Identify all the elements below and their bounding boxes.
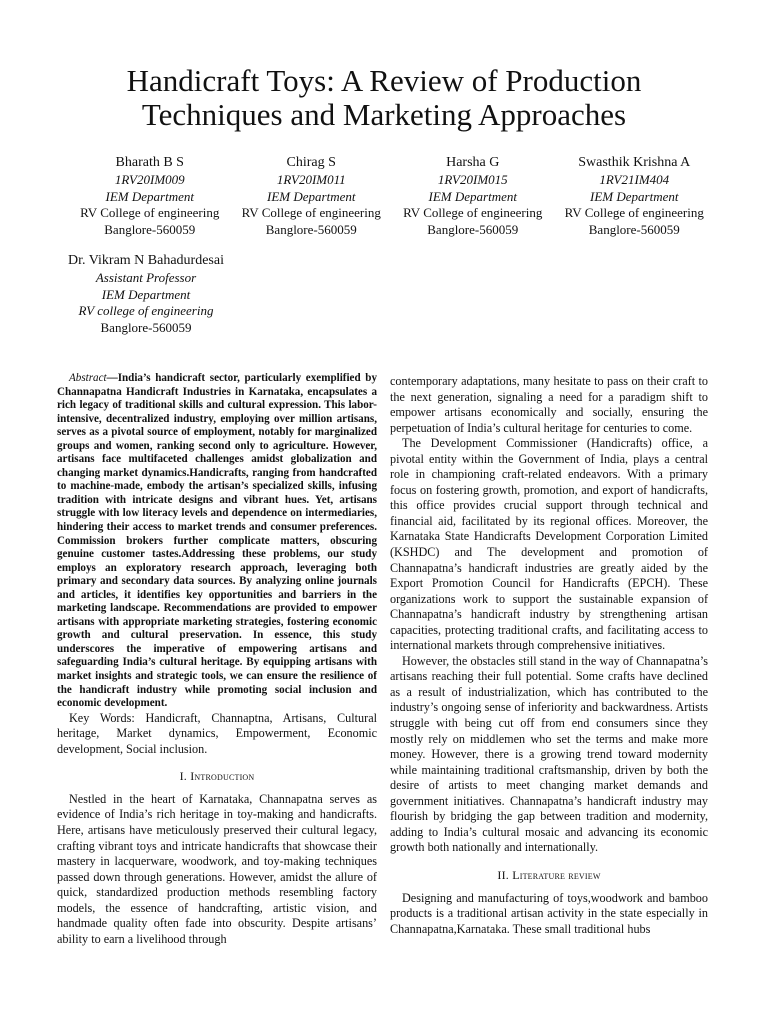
advisor-name: Dr. Vikram N Bahadurdesai [68,253,224,268]
intro-paragraph-2: The Development Commissioner (Handicrafts) office, a pivotal entity within the Government of India, plays a central role in championing craft-related endeavors. With a primary focus on fostering growth, promotion, and export of handicrafts, this office provides crucial support through technical and financial aid, facilitated by its regional offices. Moreover, the Karnataka State Handicrafts Development Corporation Limited (KSHDC) and The development and promotion of Channapatna’s handicraft industries are greatly aided by the Export Promotion Council for Handicrafts (EPCH). These organizations work to support the sustainable expansion of Channapatna’s handicraft industry by strengthening artisan capacities, protecting traditional crafts, and facilitating access to international markets through comprehensive initiatives. [390,436,708,653]
paper-title [0,64,768,132]
section-heading-literature-review [390,868,708,884]
author-id: 1RV20IM011 [276,172,346,187]
abstract-text: —India’s handicraft sector, particularly exemplified by Channapatna Handicraft Industries in Karnataka, encapsulates a rich legacy of traditional skills and cultural expression. This labor-intensive, decentralized industry, employing over million artisans, serves as a pivotal source of employment, notably for marginalized groups and women, ranking second only to agriculture. However, artisans face multifaceted challenges amidst globalization and changing market dynamics.Handicrafts, ranging from handcrafted to machine-made, embody the artisan’s specialized skills, infusing tradition with intricate designs and vibrant hues. Yet, artisans struggle with low literacy levels and dependence on intermediaries, hindering their access to market trends and consumer preferences. Commission brokers further complicate matters, obscuring genuine customer tastes.Addressing these problems, our study employs an exploratory research approach, leveraging both primary and secondary data sources. By analyzing online journals and articles, it identifies key opportunities and barriers in the marketing landscape. Recommendations are provided to empower artisans with appropriate marketing strategies, fostering economic growth and cultural preservation. In essence, this study underscores the imperative of empowering artisans and safeguarding India’s cultural heritage. By equipping artisans with market insights and strategic tools, we can ensure the resilience of the handicraft industry while promoting social inclusion and economic development. [57,372,377,710]
intro-paragraph-1-continued: contemporary adaptations, many hesitate to pass on their craft to the next generation, signaling a need for a paradigm shift to empower artisans economically and socially, ensuring the perpetuation of India’s cultural heritage for centuries to come. [390,374,708,435]
author-city: Banglore-560059 [265,221,357,237]
section-title: Literature review [512,867,601,882]
author-college: RV College of engineering [403,205,543,220]
section-title: Introduction [190,769,255,784]
paper-title-line-2: Techniques and Marketing Approaches [141,97,627,132]
author-dept: IEM Department [428,188,517,204]
author-dept: IEM Department [267,188,356,204]
abstract-label: Abstract [69,372,107,384]
right-column [390,374,708,937]
author-3 [392,154,554,238]
section-number: I. [179,769,188,784]
advisor-dept: IEM Department [101,286,191,302]
author-college: RV College of engineering [564,205,704,220]
paper-title-line-1: Handicraft Toys: A Review of Production [126,63,642,98]
literature-paragraph-1: Designing and manufacturing of toys,woodwork and bamboo products is a traditional artisan activity in the state especially in Channapatna,Karnataka. These small traditional hubs [390,890,708,936]
author-id: 1RV21IM404 [599,172,670,187]
author-2 [231,154,393,238]
author-block [69,154,715,238]
author-4 [554,154,716,238]
advisor-role: Assistant Professor [95,270,197,285]
intro-paragraph-3: However, the obstacles still stand in the way of Channapatna’s artisans reaching their full potential. Some crafts have declined as a result of industrialization, which has contributed to the industry’s ongoing sense of inferiority and backwardness. Artists struggle with being cut off from end consumers since they mostly rely on middlemen who set the terms and make more money. However, there is a growing trend toward modernity while maintaining traditional craftsmanship, driven by both the desire of artists to meet changing market demands and government initiatives. Channapatna’s handicraft industry may flourish by bridging the gap between tradition and modernity, adding to India’s cultural mosaic and advancing its economic growth both nationally and internationally. [390,653,708,855]
author-id: 1RV20IM009 [114,172,185,187]
author-name: Chirag S [286,155,336,170]
author-city: Banglore-560059 [588,221,680,237]
keywords: Key Words: Handicraft, Channaptna, Artisans, Cultural heritage, Market dynamics, Empowerment, Economic development, Social inclusion. [57,710,377,756]
section-number: II. [497,867,509,882]
author-name: Swasthik Krishna A [578,155,691,170]
advisor-college: RV college of engineering [78,303,214,318]
advisor-city: Banglore-560059 [100,319,192,335]
author-college: RV College of engineering [80,205,220,220]
advisor-block [55,252,237,336]
left-column [57,372,377,947]
author-city: Banglore-560059 [427,221,519,237]
author-college: RV College of engineering [241,205,381,220]
author-1 [69,154,231,238]
author-city: Banglore-560059 [104,221,196,237]
author-name: Bharath B S [115,155,184,170]
author-name: Harsha G [446,155,500,170]
author-dept: IEM Department [590,188,679,204]
author-dept: IEM Department [105,188,194,204]
intro-paragraph-1: Nestled in the heart of Karnataka, Channapatna serves as evidence of India’s rich heritage in toy-making and handicrafts. Here, artisans have meticulously preserved their cultural legacy, crafting vibrant toys and intricate handicrafts that showcase their mastery in lacquerware, woodwork, and toy-making techniques passed down through generations. However, amidst the allure of quick, standardized production methods resembling factory models, the essence of handcrafting, artistic vision, and handmade quality often fade into obscurity. Despite artisans’ ability to earn a livelihood through [57,791,377,946]
author-id: 1RV20IM015 [437,172,508,187]
section-heading-introduction [57,769,377,785]
abstract [57,372,377,711]
